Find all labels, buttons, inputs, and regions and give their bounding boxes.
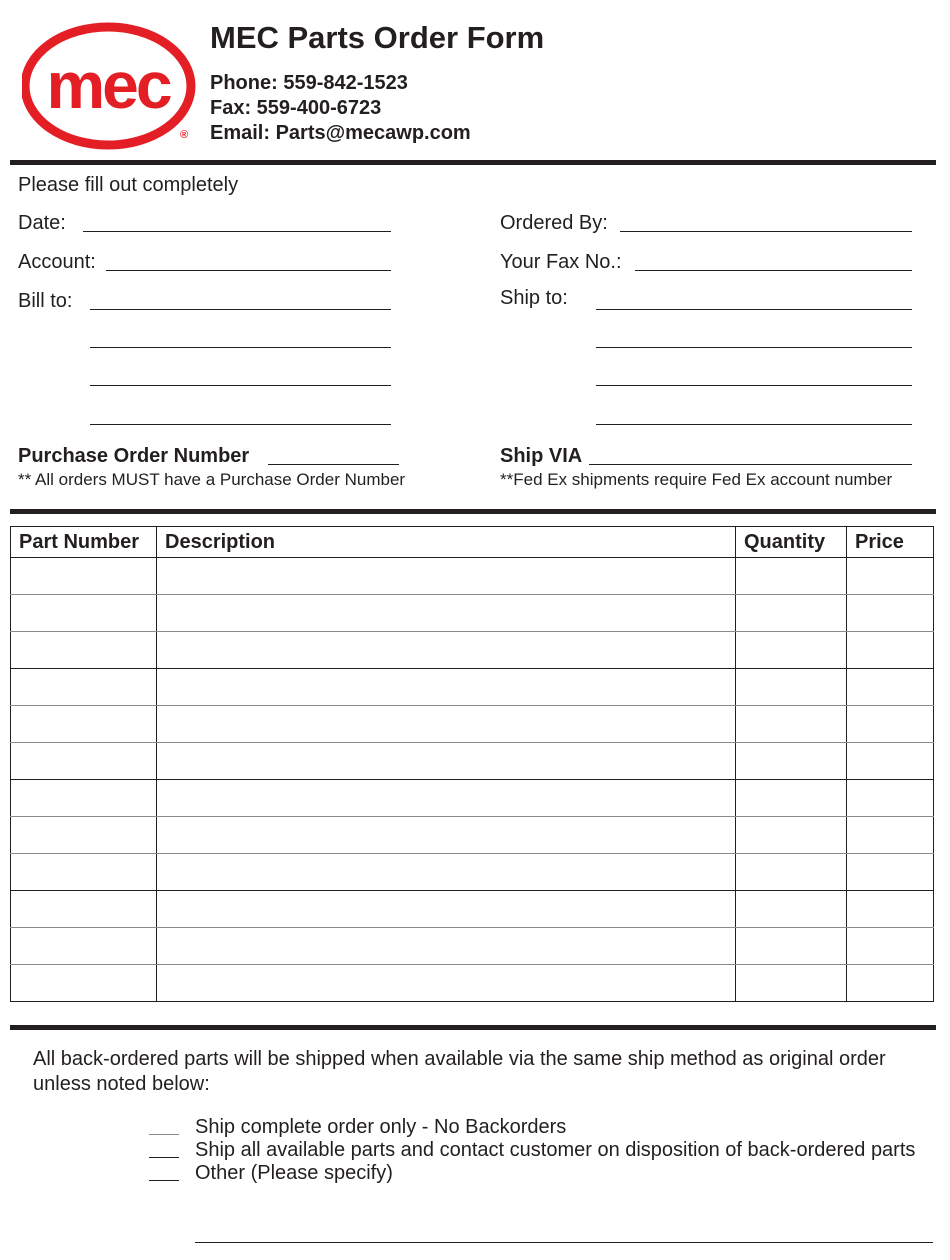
- date-field[interactable]: [83, 231, 391, 232]
- option-3-checkbox[interactable]: [149, 1180, 179, 1181]
- part-number-cell[interactable]: [11, 595, 157, 632]
- price-cell[interactable]: [847, 928, 934, 965]
- table-row: [11, 558, 934, 595]
- part-number-cell[interactable]: [11, 817, 157, 854]
- quantity-cell[interactable]: [736, 854, 847, 891]
- description-cell[interactable]: [157, 780, 736, 817]
- price-cell[interactable]: [847, 632, 934, 669]
- ship-to-field-line-3[interactable]: [596, 385, 912, 386]
- ordered-by-label: Ordered By:: [500, 212, 608, 234]
- ordered-by-field[interactable]: [620, 231, 912, 232]
- your-fax-label: Your Fax No.:: [500, 251, 622, 273]
- quantity-cell[interactable]: [736, 632, 847, 669]
- ship-to-label: Ship to:: [500, 287, 568, 309]
- option-2-checkbox[interactable]: [149, 1157, 179, 1158]
- parts-table-body: [11, 558, 934, 1002]
- table-divider: [10, 1025, 936, 1030]
- quantity-cell[interactable]: [736, 669, 847, 706]
- ship-via-label: Ship VIA: [500, 445, 583, 467]
- table-row: [11, 780, 934, 817]
- date-label: Date:: [18, 212, 66, 234]
- mec-logo: [22, 22, 198, 150]
- option-2-label: Ship all available parts and contact customer on disposition of back-ordered parts: [195, 1139, 916, 1161]
- price-cell[interactable]: [847, 706, 934, 743]
- part-number-cell[interactable]: [11, 706, 157, 743]
- fill-instruction: Please fill out completely: [18, 174, 239, 196]
- price-cell[interactable]: [847, 669, 934, 706]
- table-row: [11, 854, 934, 891]
- option-1-checkbox[interactable]: [149, 1134, 179, 1135]
- table-row: [11, 706, 934, 743]
- part-number-cell[interactable]: [11, 669, 157, 706]
- page-title: MEC Parts Order Form: [210, 20, 545, 55]
- column-header-price: Price: [847, 527, 934, 558]
- description-cell[interactable]: [157, 632, 736, 669]
- po-note: ** All orders MUST have a Purchase Order Number: [18, 470, 406, 489]
- table-row: [11, 669, 934, 706]
- ship-to-field-line-4[interactable]: [596, 424, 912, 425]
- po-label: Purchase Order Number: [18, 445, 250, 467]
- bill-to-field-line-4[interactable]: [90, 424, 391, 425]
- table-header-row: [11, 527, 934, 558]
- part-number-cell[interactable]: [11, 928, 157, 965]
- bill-to-field-line-2[interactable]: [90, 347, 391, 348]
- bill-to-field-line-3[interactable]: [90, 385, 391, 386]
- table-row: [11, 743, 934, 780]
- po-field[interactable]: [268, 464, 399, 465]
- quantity-cell[interactable]: [736, 558, 847, 595]
- form-divider: [10, 509, 936, 514]
- option-1-label: Ship complete order only - No Backorders: [195, 1116, 567, 1138]
- part-number-cell[interactable]: [11, 854, 157, 891]
- description-cell[interactable]: [157, 928, 736, 965]
- part-number-cell[interactable]: [11, 743, 157, 780]
- description-cell[interactable]: [157, 595, 736, 632]
- table-row: [11, 817, 934, 854]
- contact-phone: Phone: 559-842-1523: [210, 72, 408, 94]
- price-cell[interactable]: [847, 854, 934, 891]
- ship-via-field[interactable]: [589, 464, 912, 465]
- ship-to-field-line-2[interactable]: [596, 347, 912, 348]
- column-header-quantity: Quantity: [736, 527, 847, 558]
- quantity-cell[interactable]: [736, 817, 847, 854]
- price-cell[interactable]: [847, 558, 934, 595]
- quantity-cell[interactable]: [736, 743, 847, 780]
- option-3-label: Other (Please specify): [195, 1162, 393, 1184]
- price-cell[interactable]: [847, 965, 934, 1002]
- column-header-part-number: Part Number: [11, 527, 157, 558]
- part-number-cell[interactable]: [11, 632, 157, 669]
- svg-text:®: ®: [179, 129, 189, 141]
- logo-wordmark: mec: [46, 48, 170, 122]
- quantity-cell[interactable]: [736, 891, 847, 928]
- quantity-cell[interactable]: [736, 780, 847, 817]
- table-row: [11, 891, 934, 928]
- description-cell[interactable]: [157, 891, 736, 928]
- column-header-description: Description: [157, 527, 736, 558]
- part-number-cell[interactable]: [11, 891, 157, 928]
- price-cell[interactable]: [847, 595, 934, 632]
- description-cell[interactable]: [157, 558, 736, 595]
- parts-table: [10, 526, 934, 1002]
- quantity-cell[interactable]: [736, 965, 847, 1002]
- price-cell[interactable]: [847, 891, 934, 928]
- price-cell[interactable]: [847, 743, 934, 780]
- description-cell[interactable]: [157, 965, 736, 1002]
- account-field[interactable]: [106, 270, 391, 271]
- description-cell[interactable]: [157, 669, 736, 706]
- quantity-cell[interactable]: [736, 706, 847, 743]
- description-cell[interactable]: [157, 743, 736, 780]
- price-cell[interactable]: [847, 817, 934, 854]
- other-specify-field[interactable]: [195, 1242, 933, 1243]
- your-fax-field[interactable]: [635, 270, 912, 271]
- contact-fax: Fax: 559-400-6723: [210, 97, 382, 119]
- contact-email: Email: Parts@mecawp.com: [210, 122, 471, 144]
- part-number-cell[interactable]: [11, 965, 157, 1002]
- ship-via-note: **Fed Ex shipments require Fed Ex account number: [500, 470, 893, 489]
- description-cell[interactable]: [157, 706, 736, 743]
- ship-to-field-line-1[interactable]: [596, 309, 912, 310]
- description-cell[interactable]: [157, 854, 736, 891]
- table-row: [11, 632, 934, 669]
- header-divider: [10, 160, 936, 165]
- part-number-cell[interactable]: [11, 780, 157, 817]
- bill-to-field-line-1[interactable]: [90, 309, 391, 310]
- bill-to-label: Bill to:: [18, 290, 73, 312]
- table-row: [11, 965, 934, 1002]
- table-row: [11, 928, 934, 965]
- table-row: [11, 595, 934, 632]
- price-cell[interactable]: [847, 780, 934, 817]
- quantity-cell[interactable]: [736, 928, 847, 965]
- account-label: Account:: [18, 251, 96, 273]
- part-number-cell[interactable]: [11, 558, 157, 595]
- quantity-cell[interactable]: [736, 595, 847, 632]
- description-cell[interactable]: [157, 817, 736, 854]
- backorder-notice: All back-ordered parts will be shipped when available via the same ship method as original order unless noted below:: [33, 1048, 886, 1095]
